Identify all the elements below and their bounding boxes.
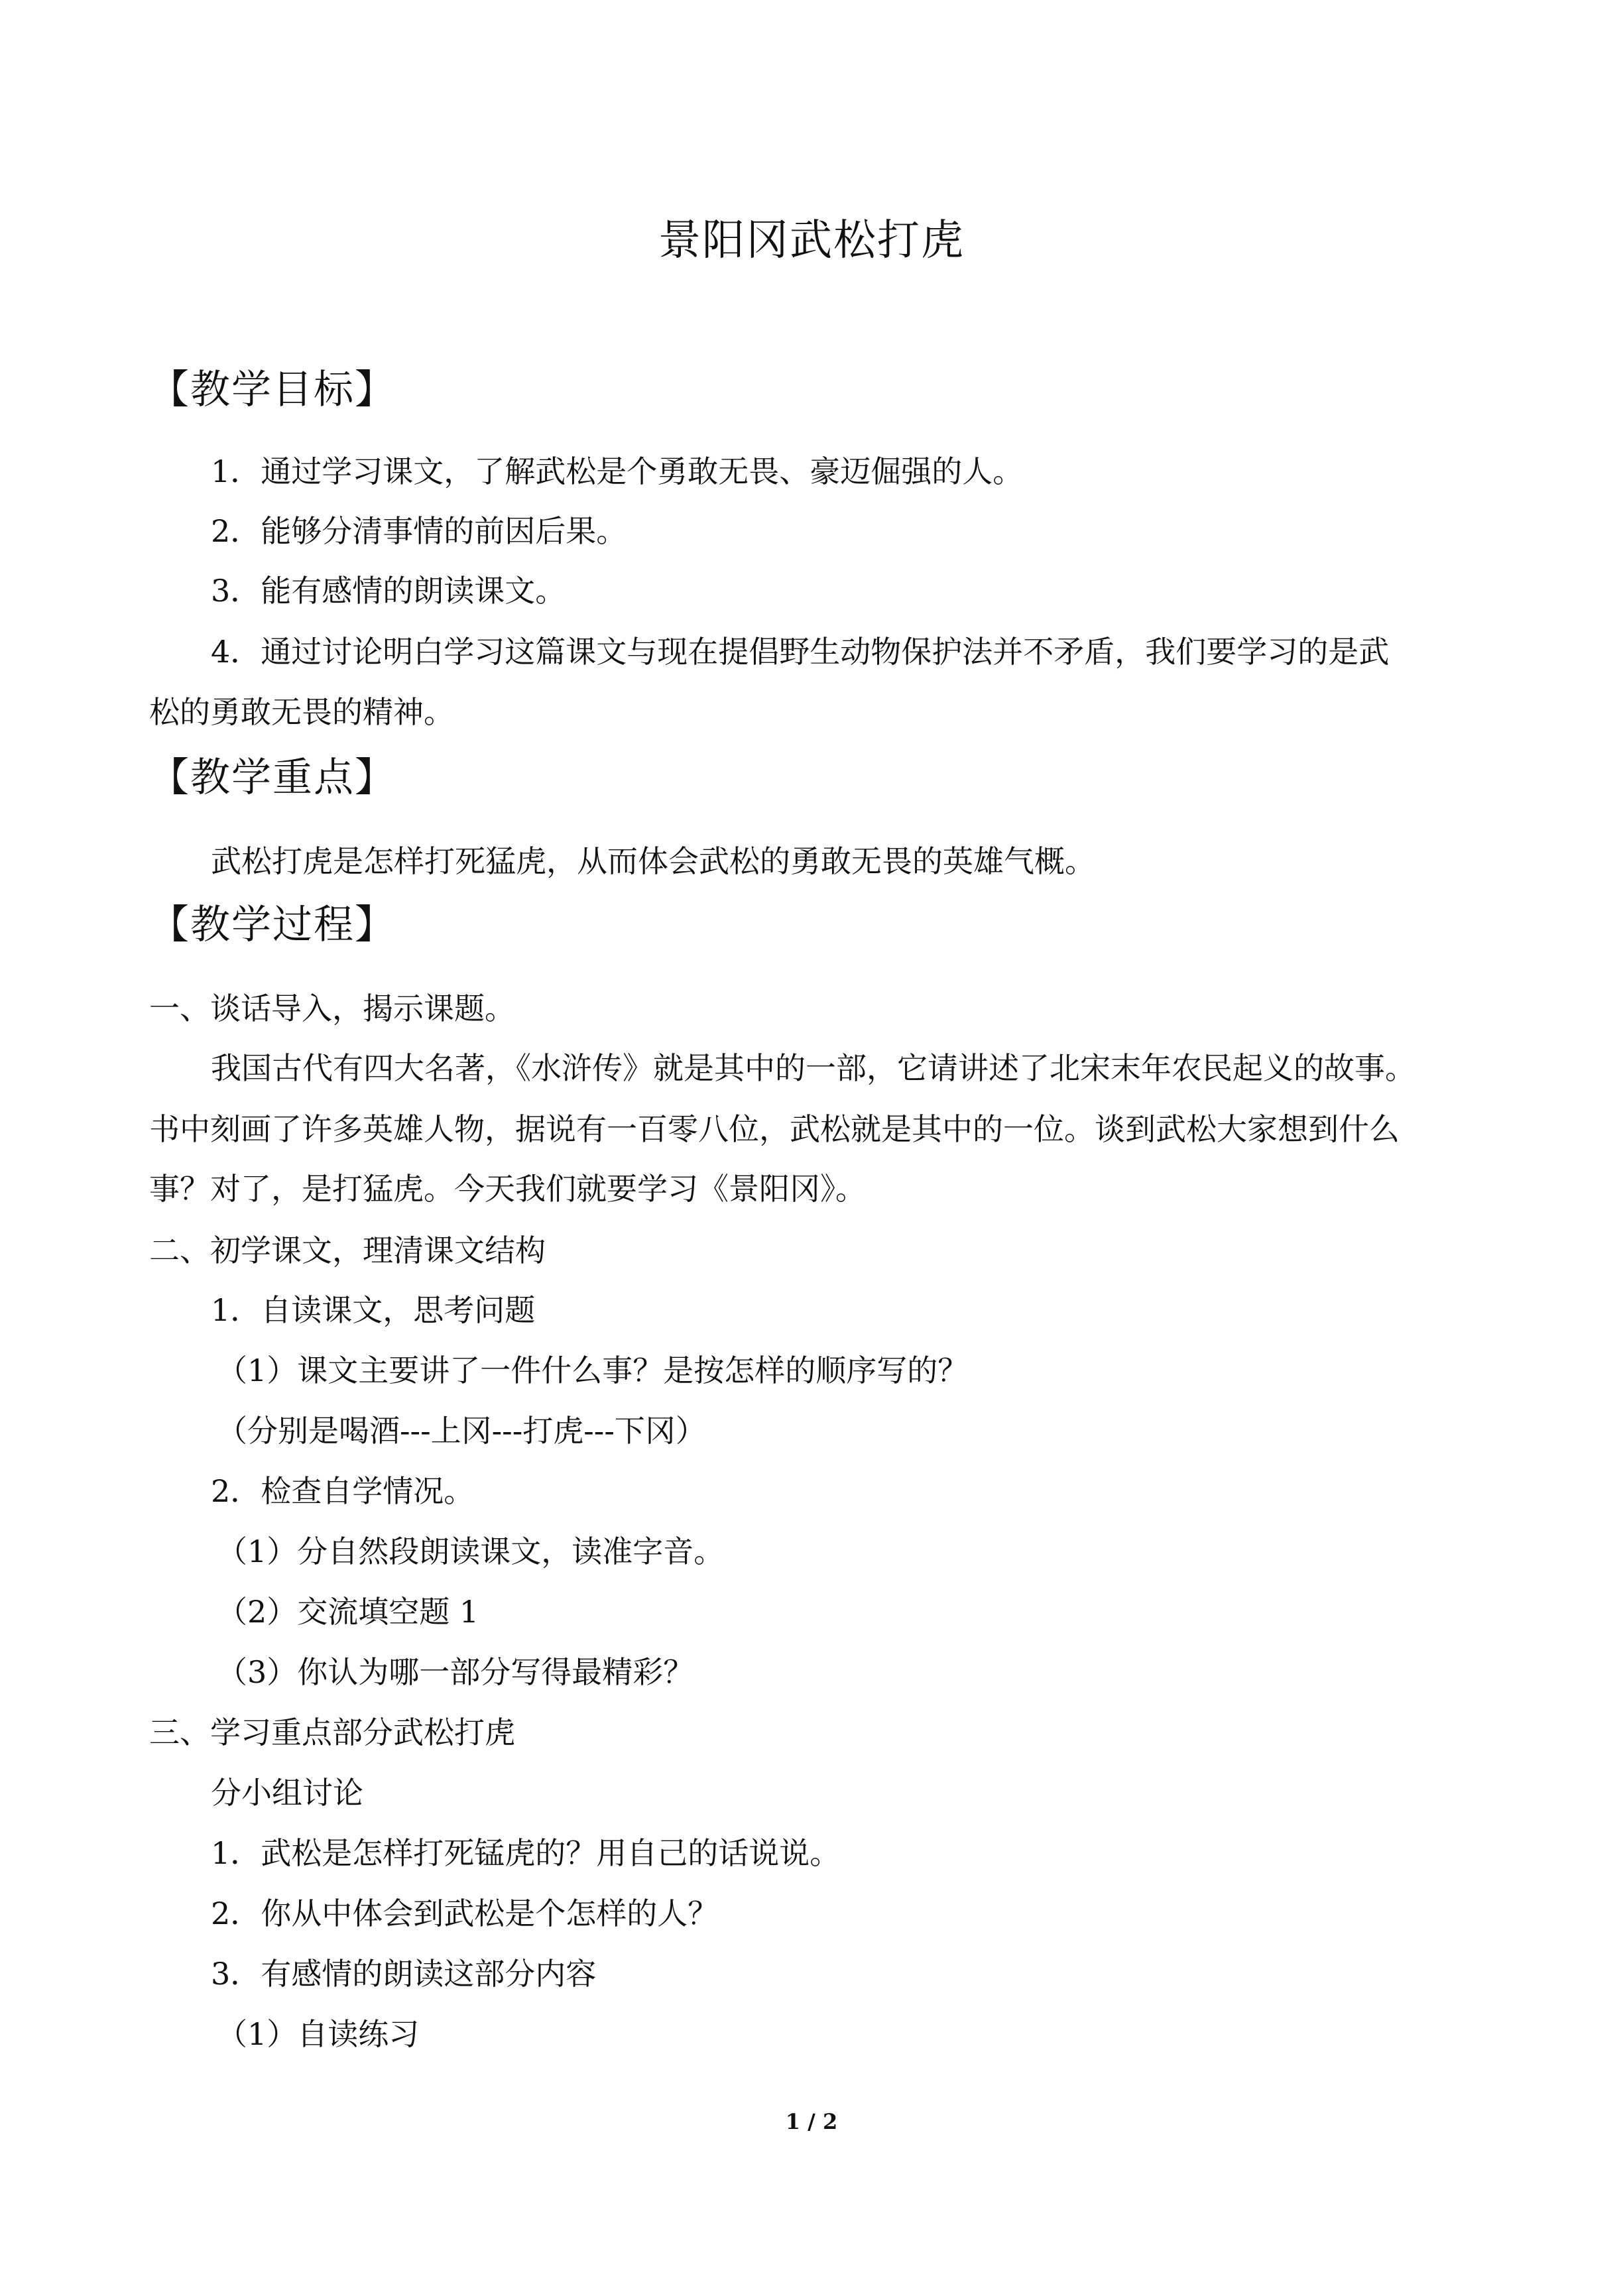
section-3-item-2: 2．你从中体会到武松是个怎样的人？	[211, 1896, 719, 1931]
section-2-title: 二、初学课文，理清课文结构	[149, 1233, 546, 1268]
section-1-para-line-1: 我国古代有四大名著，《水浒传》就是其中的一部，它请讲述了北宋末年农民起义的故事。	[211, 1050, 1415, 1086]
objective-item-1: 1．通过学习课文，了解武松是个勇敢无畏、豪迈倔强的人。	[211, 453, 1024, 489]
section-3-title: 三、学习重点部分武松打虎	[149, 1715, 515, 1750]
section-2-sub-2: （2）交流填空题 1	[217, 1594, 479, 1630]
document-title: 景阳冈武松打虎	[658, 216, 965, 265]
section-1-para-line-3: 事？对了，是打猛虎。今天我们就要学习《景阳冈》。	[149, 1171, 866, 1207]
objective-item-4-continued: 松的勇敢无畏的精神。	[149, 694, 454, 730]
section-3-sub-1: （1）自读练习	[217, 2016, 420, 2052]
objective-item-2: 2．能够分清事情的前因后果。	[211, 513, 627, 549]
section-3-item-1: 1．武松是怎样打死锰虎的？用自己的话说说。	[211, 1835, 841, 1871]
objective-item-4: 4．通过讨论明白学习这篇课文与现在提倡野生动物保护法并不矛盾，我们要学习的是武	[211, 634, 1390, 670]
section-2-question-1: （1）课文主要讲了一件什么事？是按怎样的顺序写的？	[217, 1353, 969, 1388]
section-2-step-1: 1．自读课文，思考问题	[211, 1292, 536, 1328]
section-2-sub-1: （1）分自然段朗读课文，读准字音。	[217, 1534, 725, 1569]
process-heading: 【教学过程】	[149, 902, 396, 948]
key-points-heading: 【教学重点】	[149, 755, 396, 801]
section-3-item-3: 3．有感情的朗读这部分内容	[211, 1956, 597, 1992]
section-2-step-2: 2．检查自学情况。	[211, 1473, 475, 1509]
section-2-question-1-note: （分别是喝酒---上冈---打虎---下冈）	[217, 1413, 706, 1449]
section-1-title: 一、谈话导入，揭示课题。	[149, 991, 515, 1026]
page-number: 1 / 2	[785, 2109, 838, 2134]
key-points-text: 武松打虎是怎样打死猛虎，从而体会武松的勇敢无畏的英雄气概。	[211, 843, 1095, 879]
objectives-heading: 【教学目标】	[149, 367, 396, 413]
objective-item-3: 3．能有感情的朗读课文。	[211, 573, 566, 609]
section-1-para-line-2: 书中刻画了许多英雄人物，据说有一百零八位，武松就是其中的一位。谈到武松大家想到什么	[149, 1111, 1400, 1147]
section-2-sub-3: （3）你认为哪一部分写得最精彩？	[217, 1654, 694, 1690]
section-3-intro: 分小组讨论	[211, 1775, 363, 1811]
